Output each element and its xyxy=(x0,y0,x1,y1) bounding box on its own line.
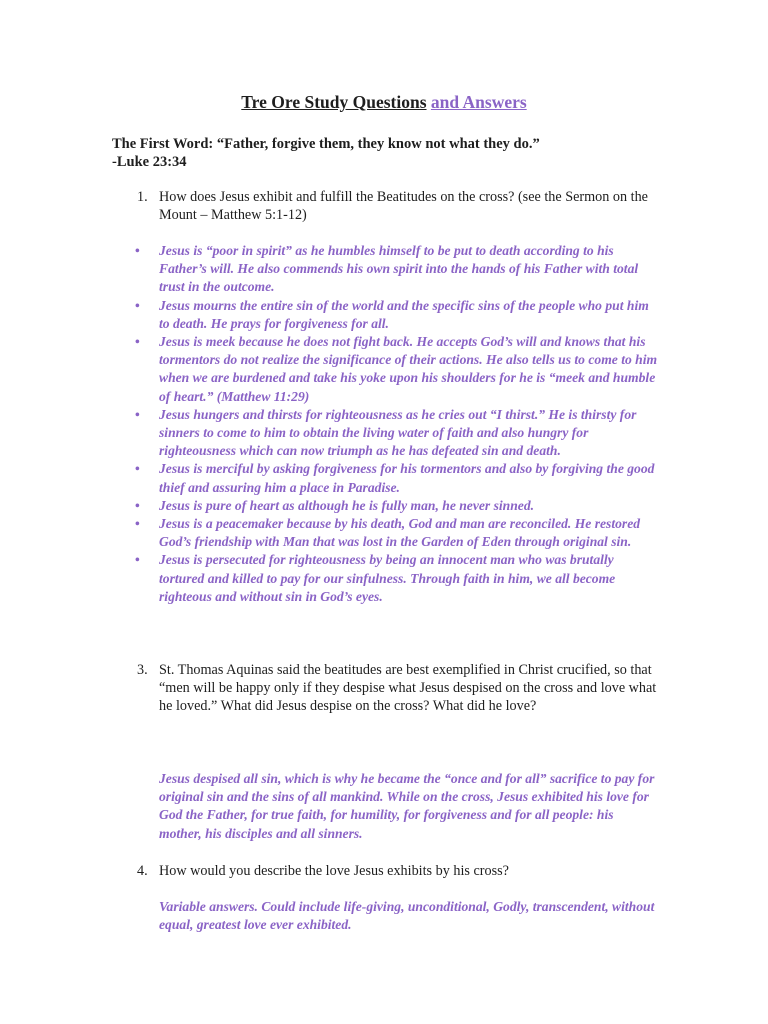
list-item: • Jesus is merciful by asking forgiveness for his tormentors and also by forgiving the good thief and assuring him a place in Paradise. xyxy=(135,461,655,495)
question-text: How would you describe the love Jesus exhibits by his cross? xyxy=(159,863,509,879)
first-word-quote: The First Word: “Father, forgive them, they know not what they do.” xyxy=(112,136,540,152)
question-text: How does Jesus exhibit and fulfill the Beatitudes on the cross? (see the Sermon on the Mount – Matthew 5:1-12) xyxy=(159,189,648,224)
bullet-icon: • xyxy=(135,552,140,568)
list-item: • Jesus is a peacemaker because by his death, God and man are reconciled. He restored God’s friendship with Man that was lost in the Garden of Eden through original sin. xyxy=(135,516,641,550)
question-1 xyxy=(137,188,657,224)
answer-list xyxy=(135,242,660,606)
bullet-icon: • xyxy=(135,334,140,350)
question-text: St. Thomas Aquinas said the beatitudes are best exemplified in Christ crucified, so that “men will be happy only if they despise what Jesus despised on the cross and love what he loved.” What did Jesus despise on the cross? What did he love? xyxy=(159,662,657,715)
list-item: • Jesus mourns the entire sin of the world and the specific sins of the people who put him to death. He prays for forgiveness for all. xyxy=(135,297,649,331)
list-item: • Jesus is persecuted for righteousness by being an innocent man who was brutally tortured and killed to pay for our sinfulness. Through faith in him, we all become righteous and without sin in God’s eyes. xyxy=(135,552,616,604)
answer-4: Variable answers. Could include life-giving, unconditional, Godly, transcendent, without equal, greatest love ever exhibited. xyxy=(159,899,655,933)
bullet-icon: • xyxy=(135,297,140,313)
page-title xyxy=(0,92,768,113)
bullet-icon: • xyxy=(135,406,140,422)
bullet-icon: • xyxy=(135,243,140,258)
bullet-icon: • xyxy=(135,497,140,513)
first-word-heading xyxy=(112,135,672,171)
question-number: 3. xyxy=(137,662,148,678)
title-answers: and Answers xyxy=(430,92,527,112)
first-word-citation: -Luke 23:34 xyxy=(112,154,187,170)
bullet-icon: • xyxy=(135,461,140,477)
title-main: Tre Ore Study Questions xyxy=(241,92,427,112)
answer-3: Jesus despised all sin, which is why he became the “once and for all” sacrifice to pay for original sin and the sins of all mankind. While on the cross, Jesus exhibited his love for God the Father, for true faith, for humility, for forgiveness and for all people: his mother, his disciples and all sinners. xyxy=(159,771,655,841)
list-item: • Jesus is pure of heart as although he is fully man, he never sinned. xyxy=(135,497,660,515)
list-item: • Jesus hungers and thirsts for righteousness as he cries out “I thirst.” He is thirsty for sinners to come to him to obtain the living water of faith and also hungry for righteousness which can now triumph as he has defeated sin and death. xyxy=(135,406,637,459)
question-number: 1. xyxy=(137,189,148,205)
question-number: 4. xyxy=(137,863,148,879)
bullet-icon: • xyxy=(135,516,140,532)
question-3 xyxy=(137,661,657,716)
list-item: • Jesus is “poor in spirit” as he humbles himself to be put to death according to his Father’s will. He also commends his own spirit into the hands of his Father with total trust in the outcome. xyxy=(135,243,639,295)
question-4 xyxy=(137,862,657,880)
list-item: • Jesus is meek because he does not fight back. He accepts God’s will and knows that his tormentors do not realize the significance of their actions. He also tells us to come to him when we are burdened and take his yoke upon his shoulders for he is “meek and humble of heart.” (Matthew 11:29) xyxy=(135,334,658,404)
